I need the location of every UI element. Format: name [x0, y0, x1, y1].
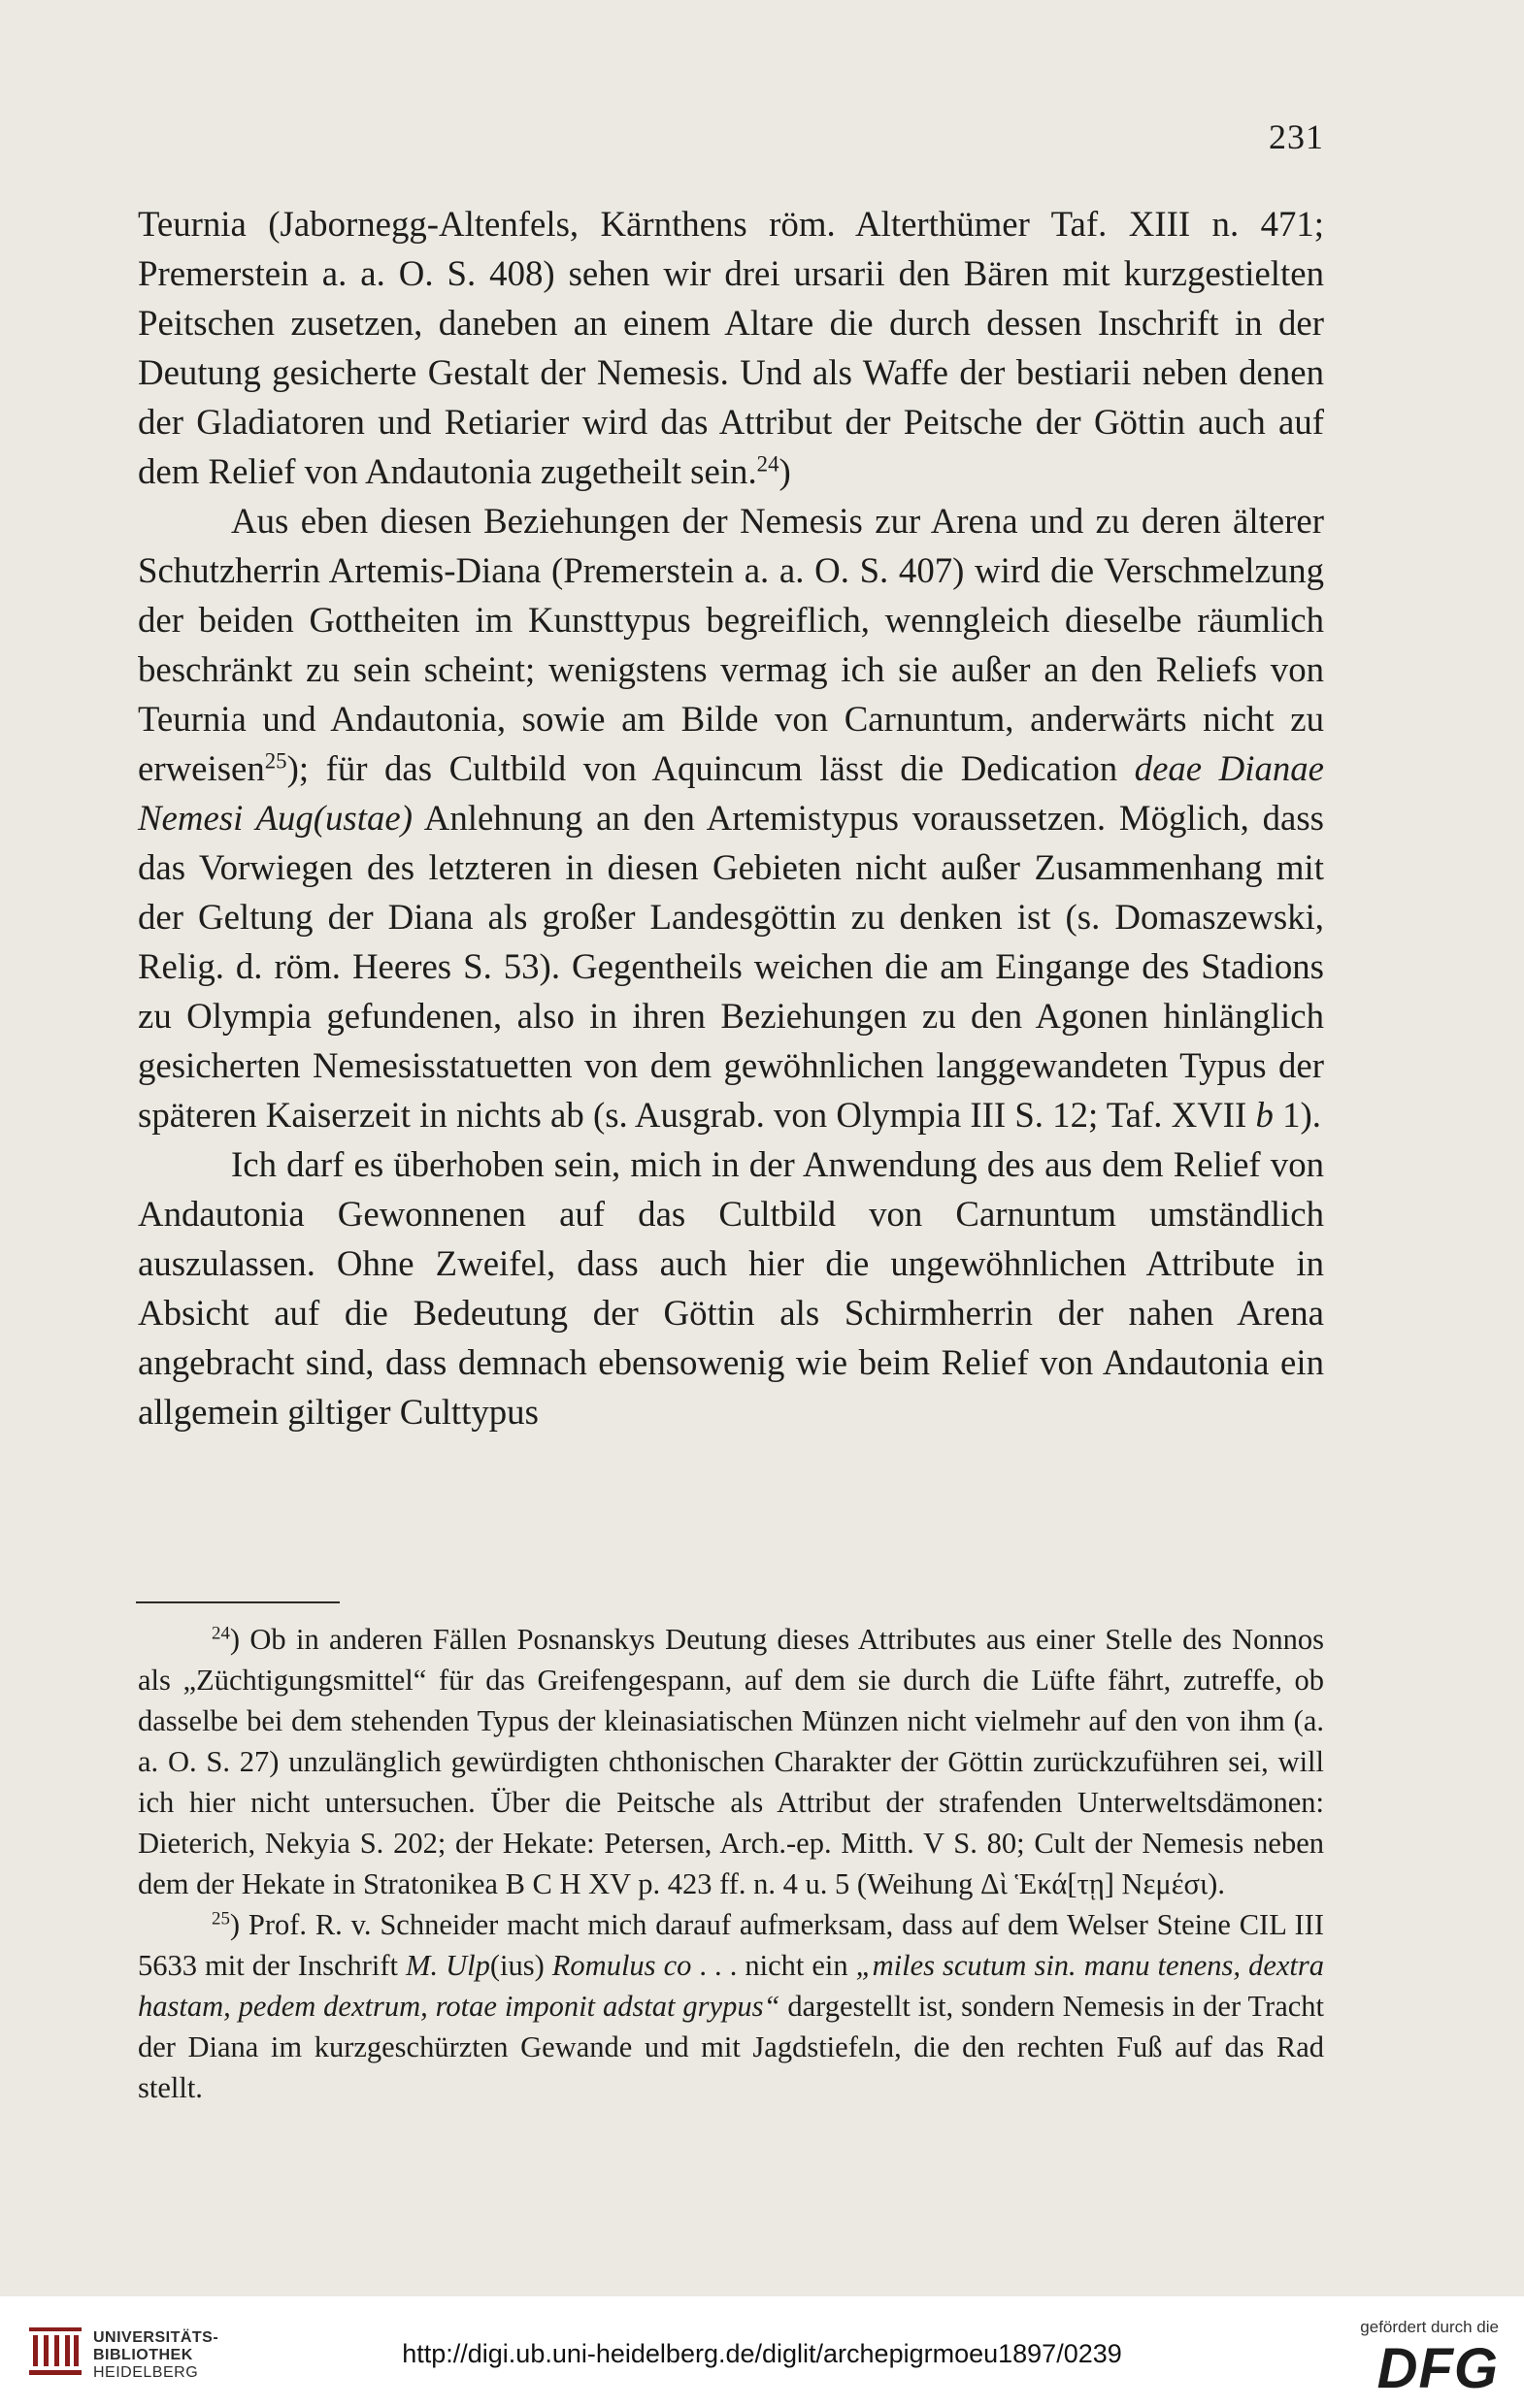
dedication-italic-abbr: (ustae): [313, 798, 413, 838]
footnote-mark-25: 25: [212, 1908, 230, 1930]
plate-letter: b: [1255, 1095, 1274, 1135]
dedication-italic: deae Dianae Nemesi Aug: [138, 748, 1324, 838]
footnote-mark-24: 24: [212, 1623, 230, 1644]
paragraph-2-cont: ); für das Cultbild von Aquincum lässt die Dedication: [286, 748, 1135, 788]
paragraph-2-tail: 1).: [1273, 1095, 1321, 1135]
paragraph-2-text: Aus eben diesen Beziehungen der Nemesis zur Arena und zu deren älterer Schutzherrin Artemis-Diana (Premerstein a. a. O. S. 407) wird die Verschmelzung der beiden Gottheiten im Kunsttypus begreiflich, wenngleich dieselbe räumlich beschränkt zu sein scheint; wenigstens vermag ich sie außer an den Reliefs von Teurnia und Andautonia, sowie am Bilde von Carnuntum, anderwärts nicht zu erweisen: [138, 501, 1324, 788]
footnote-25-text-c: dargestellt ist, sondern Nemesis in der Tracht der Diana im kurzgeschürzten Gewande und mit Jagdstiefeln, die den rechten Fuß auf das Rad stellt.: [138, 1990, 1324, 2104]
footnote-24: [138, 1619, 1324, 1904]
paragraph-2-rest: Anlehnung an den Artemistypus voraussetzen. Möglich, dass das Vorwiegen des letzteren in diesen Gebieten nicht außer Zusammenhang mit der Geltung der Diana als großer Landesgöttin zu denken ist (s. Domaszewski, Relig. d. röm. Heeres S. 53). Gegentheils weichen die am Eingange des Stadions zu Olympia gefundenen, also in ihren Beziehungen zu den Agonen hinlänglich gesicherten Nemesisstatuetten von dem gewöhnlichen langgewandeten Typus der späteren Kaiserzeit in nichts ab (s. Ausgrab. von Olympia III S. 12; Taf. XVII: [138, 798, 1324, 1135]
university-library-logo-icon: [25, 2322, 85, 2382]
footnote-ref-25: 25: [264, 748, 287, 774]
paragraph-1-text: Teurnia (Jabornegg-Altenfels, Kärnthens röm. Alterthümer Taf. XIII n. 471; Premerstein a. a. O. S. 408) sehen wir drei ursarii den Bären mit kurzgestielten Peitschen zusetzen, daneben an einem Altare die durch dessen Inschrift in der Deutung gesicherte Gestalt der Nemesis. Und als Waffe der bestiarii neben denen der Gladiatoren und Retiarier wird das Attribut der Peitsche der Göttin auch auf dem Relief von Andautonia zugetheilt sein.: [138, 204, 1324, 491]
library-name-line3: HEIDELBERG: [93, 2364, 199, 2381]
digitization-footer: [0, 2296, 1524, 2408]
paragraph-1: [138, 199, 1324, 496]
footnote-24-text: ) Ob in anderen Fällen Posnanskys Deutung dieses Attributes aus einer Stelle des Nonnos als „Züchtigungsmittel“ für das Greifengespann, auf dem sie durch die Lüfte fährt, zutreffe, ob dasselbe bei dem stehenden Typus der kleinasiatischen Münzen nicht vielmehr auf den von ihm (a. a. O. S. 27) unzulänglich gewürdigten chthonischen Charakter der Göttin zurückzuführen sei, will ich hier nicht untersuchen. Über die Peitsche als Attribut der strafenden Unterweltsdämonen: Dieterich, Nekyia S. 202; der Hekate: Petersen, Arch.-ep. Mitth. V S. 80; Cult der Nemesis neben dem der Hekate in Stratonikea B C H XV p. 423 ff. n. 4 u. 5 (Weihung Δὶ Ἑκά[τῃ] Νεμέσι).: [138, 1623, 1324, 1900]
footnote-25-text-a: ) Prof. R. v. Schneider macht mich darauf aufmerksam, dass auf dem Welser Steine CIL III 5633 mit der Inschrift: [138, 1908, 1324, 1982]
footnote-ref-24: 24: [756, 451, 779, 477]
library-name-line1: UNIVERSITÄTS-: [93, 2329, 219, 2346]
dfg-logo: DFG: [1376, 2337, 1499, 2400]
quoted-description: „miles scutum sin. manu tenens, dextra hastam, pedem dextrum, rotae imponit adstat grypus“: [138, 1949, 1324, 2023]
footnotes: [138, 1619, 1324, 2108]
library-name-line2: BIBLIOTHEK: [93, 2347, 193, 2363]
main-text: [138, 199, 1324, 1436]
inscription-abbr: (ius): [489, 1949, 545, 1982]
footnote-25: [138, 1904, 1324, 2108]
footnote-25-text-b: . . . nicht ein: [691, 1949, 856, 1982]
sponsor-caption: gefördert durch die: [1360, 2318, 1499, 2336]
library-name: [93, 2329, 218, 2382]
paragraph-3: Ich darf es überhoben sein, mich in der Anwendung des aus dem Relief von Andautonia Gewonnenen auf das Cultbild von Carnuntum umständlich auszulassen. Ohne Zweifel, dass auch hier die ungewöhnlichen Attribute in Absicht auf die Bedeutung der Göttin als Schirmherrin der nahen Arena angebracht sind, dass demnach ebensowenig wie beim Relief von Andautonia ein allgemein giltiger Culttypus: [138, 1144, 1324, 1432]
paragraph-2: [138, 496, 1324, 1139]
permalink-url[interactable]: http://digi.ub.uni-heidelberg.de/diglit/archepigrmoeu1897/0239: [402, 2339, 1122, 2368]
inscription-italic-2: Romulus co: [544, 1949, 692, 1982]
inscription-italic-1: M. Ulp: [406, 1949, 490, 1982]
footnote-divider: [136, 1601, 340, 1603]
paragraph-1-end: ): [779, 451, 791, 491]
page-number: 231: [1269, 117, 1324, 156]
